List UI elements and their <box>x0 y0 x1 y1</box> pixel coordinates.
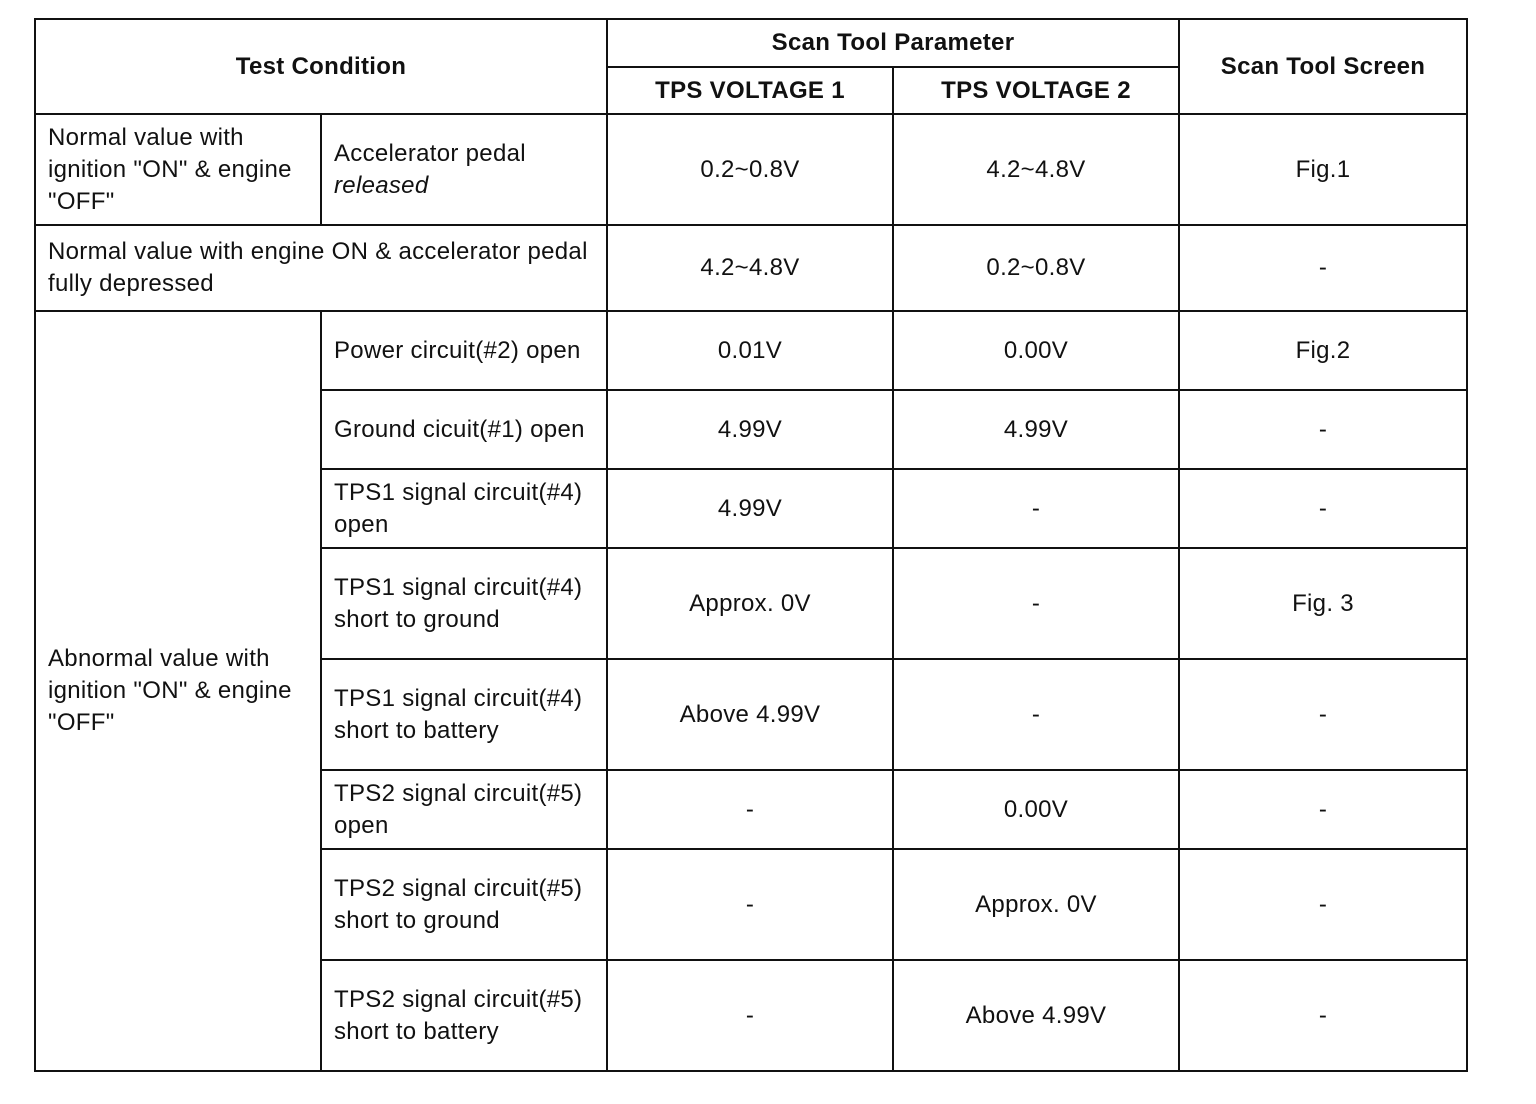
condition-cell: Normal value with engine ON & accelerator pedal fully depressed <box>35 225 607 311</box>
tps-voltage-1-cell: - <box>607 960 893 1071</box>
tps-voltage-1-cell: 4.2~4.8V <box>607 225 893 311</box>
tps-voltage-2-cell: 0.00V <box>893 770 1179 849</box>
scan-tool-screen-cell: - <box>1179 225 1467 311</box>
sub-condition-line: released <box>334 171 429 199</box>
scan-tool-screen-cell: - <box>1179 390 1467 469</box>
condition-cell: Normal value with ignition "ON" & engine "OFF" <box>35 114 321 225</box>
tps-voltage-1-cell: 4.99V <box>607 469 893 548</box>
table-row <box>35 114 1467 225</box>
scan-tool-screen-cell: Fig.1 <box>1179 114 1467 225</box>
scan-tool-screen-cell: - <box>1179 960 1467 1071</box>
tps-voltage-1-cell: 4.99V <box>607 390 893 469</box>
sub-condition-cell: TPS1 signal circuit(#4) short to ground <box>321 548 607 659</box>
scan-tool-screen-cell: Fig.2 <box>1179 311 1467 390</box>
tps-voltage-2-cell: Approx. 0V <box>893 849 1179 960</box>
tps-voltage-1-cell: 0.01V <box>607 311 893 390</box>
sub-condition-cell: Ground cicuit(#1) open <box>321 390 607 469</box>
sub-condition-line: Accelerator pedal <box>334 139 526 167</box>
tps-voltage-1-cell: Above 4.99V <box>607 659 893 770</box>
table-row <box>35 311 1467 390</box>
scan-tool-screen-cell: Fig. 3 <box>1179 548 1467 659</box>
tps-voltage-2-cell: 0.2~0.8V <box>893 225 1179 311</box>
header-tps-voltage-1: TPS VOLTAGE 1 <box>607 67 893 114</box>
header-tps-voltage-2: TPS VOLTAGE 2 <box>893 67 1179 114</box>
tps-voltage-2-cell: 4.99V <box>893 390 1179 469</box>
tps-voltage-2-cell: 0.00V <box>893 311 1179 390</box>
scan-tool-screen-cell: - <box>1179 849 1467 960</box>
tps-voltage-2-cell: - <box>893 469 1179 548</box>
tps-voltage-1-cell: - <box>607 770 893 849</box>
sub-condition-cell: TPS1 signal circuit(#4) open <box>321 469 607 548</box>
table-row <box>35 225 1467 311</box>
tps-voltage-1-cell: Approx. 0V <box>607 548 893 659</box>
header-scan-tool-screen: Scan Tool Screen <box>1179 19 1467 114</box>
sub-condition-cell: TPS1 signal circuit(#4) short to battery <box>321 659 607 770</box>
header-test-condition: Test Condition <box>35 19 607 114</box>
condition-cell: Abnormal value with ignition "ON" & engine "OFF" <box>35 311 321 1071</box>
scan-tool-screen-cell: - <box>1179 659 1467 770</box>
sub-condition-cell: TPS2 signal circuit(#5) open <box>321 770 607 849</box>
tps-test-table <box>34 18 1468 1072</box>
tps-voltage-2-cell: 4.2~4.8V <box>893 114 1179 225</box>
scan-tool-screen-cell: - <box>1179 770 1467 849</box>
sub-condition-cell: TPS2 signal circuit(#5) short to battery <box>321 960 607 1071</box>
scan-tool-screen-cell: - <box>1179 469 1467 548</box>
header-row-1 <box>35 19 1467 67</box>
sub-condition-cell: TPS2 signal circuit(#5) short to ground <box>321 849 607 960</box>
tps-voltage-2-cell: - <box>893 548 1179 659</box>
header-scan-tool-parameter: Scan Tool Parameter <box>607 19 1179 67</box>
sub-condition-cell: Power circuit(#2) open <box>321 311 607 390</box>
tps-voltage-2-cell: - <box>893 659 1179 770</box>
sub-condition-cell <box>321 114 607 225</box>
tps-voltage-1-cell: 0.2~0.8V <box>607 114 893 225</box>
tps-voltage-2-cell: Above 4.99V <box>893 960 1179 1071</box>
tps-voltage-1-cell: - <box>607 849 893 960</box>
